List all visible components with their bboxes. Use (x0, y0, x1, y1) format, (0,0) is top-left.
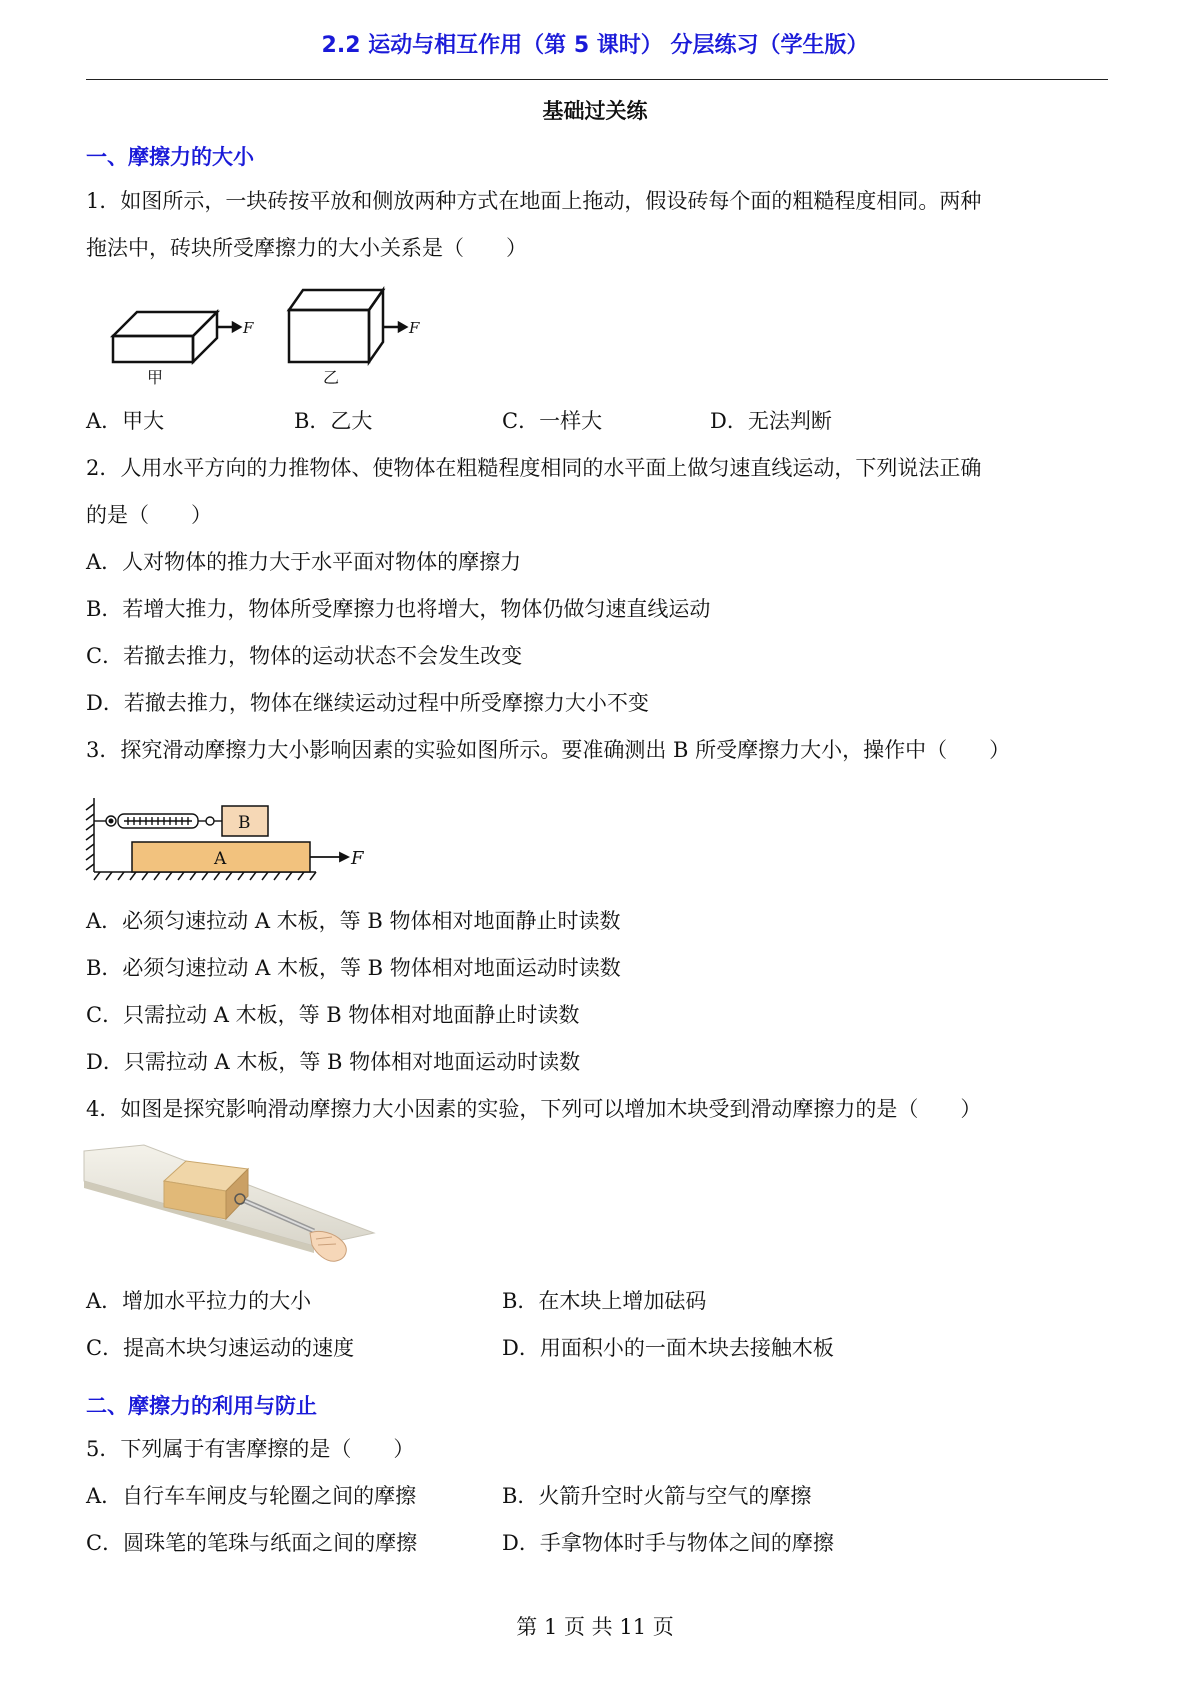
question-1-option-c[interactable]: C．一样大 (502, 409, 603, 433)
page-title: 2.2 运动与相互作用（第 5 课时） 分层练习（学生版） (321, 33, 869, 58)
question-4-line-1: 4．如图是探究影响滑动摩擦力大小因素的实验，下列可以增加木块受到滑动摩擦力的是（ ） (86, 1097, 982, 1121)
brick-side-diagram (289, 290, 406, 362)
question-5-option-c[interactable]: C．圆珠笔的笔珠与纸面之间的摩擦 (86, 1531, 418, 1555)
brick-flat-force-label: F (243, 319, 254, 337)
question-3-option-b[interactable]: B．必须匀速拉动 A 木板，等 B 物体相对地面运动时读数 (86, 956, 621, 980)
question-2-option-a[interactable]: A．人对物体的推力大于水平面对物体的摩擦力 (86, 550, 522, 574)
section-heading-2: 二、摩擦力的利用与防止 (86, 1394, 317, 1418)
brick-flat-diagram (113, 312, 240, 362)
question-1-line-2: 拖法中，砖块所受摩擦力的大小关系是（ ） (86, 236, 527, 260)
wall-hatching (86, 798, 94, 872)
question-5-option-b[interactable]: B．火箭升空时火箭与空气的摩擦 (502, 1484, 812, 1508)
question-4-option-c[interactable]: C．提高木块匀速运动的速度 (86, 1336, 355, 1360)
brick-side-force-label: F (409, 319, 420, 337)
question-5-line-1: 5．下列属于有害摩擦的是（ ） (86, 1437, 415, 1461)
question-3-figure (84, 796, 384, 881)
question-4-figure (84, 1141, 374, 1266)
question-2-line-2: 的是（ ） (86, 503, 212, 527)
header-divider (86, 79, 1108, 80)
question-2-line-1: 2．人用水平方向的力推物体、使物体在粗糙程度相同的水平面上做匀速直线运动，下列说法正确 (86, 456, 982, 480)
question-3-option-a[interactable]: A．必须匀速拉动 A 木板，等 B 物体相对地面静止时读数 (86, 909, 621, 933)
board-a-label: A (214, 849, 227, 869)
question-3-option-d[interactable]: D．只需拉动 A 木板，等 B 物体相对地面运动时读数 (86, 1050, 581, 1074)
question-4-option-d[interactable]: D．用面积小的一面木块去接触木板 (502, 1336, 834, 1360)
question-1-option-a[interactable]: A．甲大 (86, 409, 165, 433)
question-5-option-d[interactable]: D．手拿物体时手与物体之间的摩擦 (502, 1531, 834, 1555)
page-number-footer: 第 1 页 共 11 页 (516, 1615, 674, 1639)
question-5-option-a[interactable]: A．自行车车闸皮与轮圈之间的摩擦 (86, 1484, 417, 1508)
question-2-option-c[interactable]: C．若撤去推力，物体的运动状态不会发生改变 (86, 644, 523, 668)
question-1-line-1: 1．如图所示，一块砖按平放和侧放两种方式在地面上拖动，假设砖每个面的粗糙程度相同。两种 (86, 189, 982, 213)
pull-arrow (310, 853, 348, 861)
pull-force-label: F (351, 848, 364, 869)
question-3-option-c[interactable]: C．只需拉动 A 木板，等 B 物体相对地面静止时读数 (86, 1003, 580, 1027)
block-b-label: B (238, 813, 251, 833)
question-2-option-d[interactable]: D．若撤去推力，物体在继续运动过程中所受摩擦力大小不变 (86, 691, 649, 715)
brick-flat-caption: 甲 (147, 368, 164, 387)
question-4-option-a[interactable]: A．增加水平拉力的大小 (86, 1289, 312, 1313)
question-1-option-b[interactable]: B．乙大 (294, 409, 373, 433)
section-heading-1: 一、摩擦力的大小 (86, 145, 254, 169)
page-subtitle: 基础过关练 (542, 99, 648, 123)
question-4-option-b[interactable]: B．在木块上增加砝码 (502, 1289, 707, 1313)
question-1-figure (105, 282, 425, 387)
question-1-option-d[interactable]: D．无法判断 (710, 409, 832, 433)
question-2-option-b[interactable]: B．若增大推力，物体所受摩擦力也将增大，物体仍做匀速直线运动 (86, 597, 711, 621)
question-3-line-1: 3．探究滑动摩擦力大小影响因素的实验如图所示。要准确测出 B 所受摩擦力大小，操作中（ ） (86, 738, 1011, 762)
spring-scale-icon (94, 814, 222, 828)
brick-side-caption: 乙 (323, 368, 340, 387)
ground-hatching (94, 872, 316, 880)
